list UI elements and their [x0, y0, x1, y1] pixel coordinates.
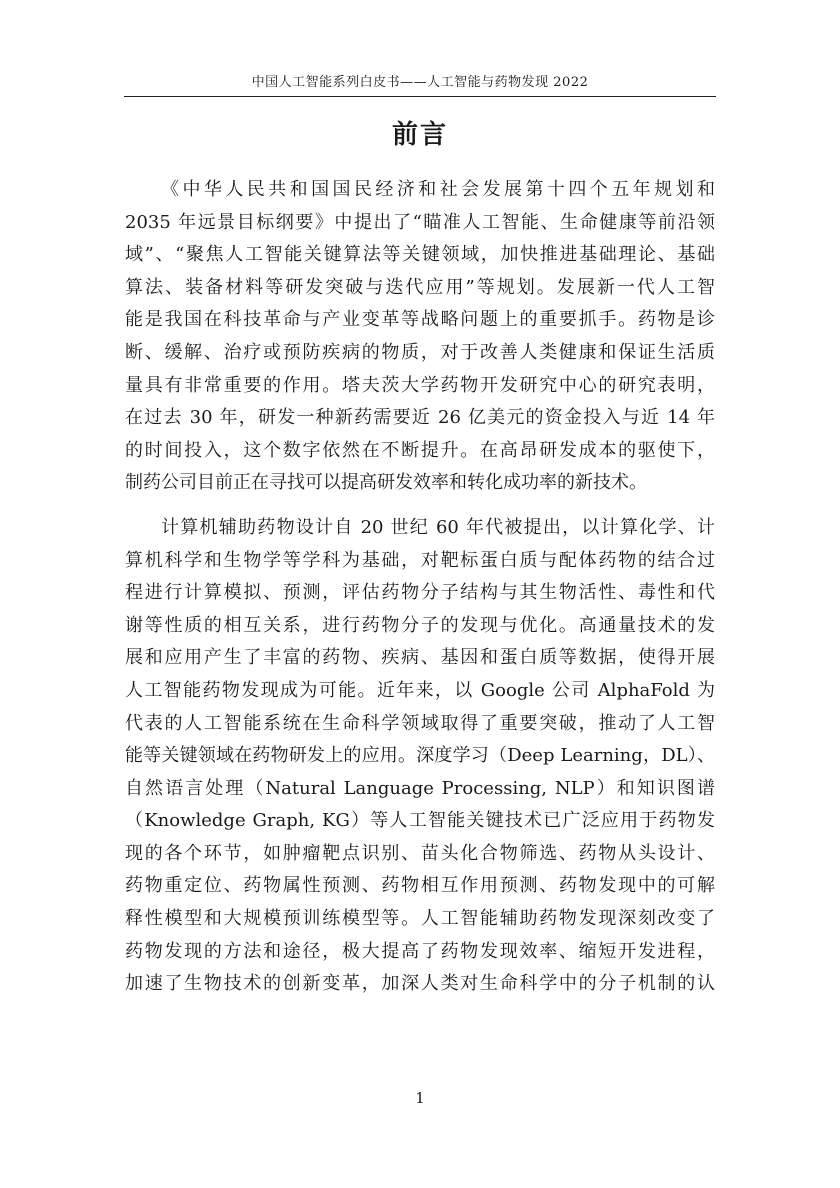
- paragraph-line: 代表的人工智能系统在生命科学领域取得了重要突破，推动了人工智: [125, 712, 715, 734]
- paragraph-line: 域”、“聚焦人工智能关键算法等关键领域，加快推进基础理论、基础: [125, 244, 715, 266]
- paragraph-line: 2035 年远景目标纲要》中提出了“瞄准人工智能、生命健康等前沿领: [125, 211, 715, 233]
- paragraph-line: 药物重定位、药物属性预测、药物相互作用预测、药物发现中的可解: [125, 875, 715, 897]
- paragraph-line: 人工智能药物发现成为可能。近年来，以 Google 公司 AlphaFold 为: [125, 679, 715, 701]
- paragraph-2: [125, 512, 715, 1001]
- paragraph-line: 加速了生物技术的创新变革，加深人类对生命科学中的分子机制的认: [125, 973, 715, 995]
- paragraph-line: 计算机辅助药物设计自 20 世纪 60 年代被提出，以计算化学、计: [161, 516, 715, 538]
- paragraph-line: 算法、装备材料等研发突破与迭代应用”等规划。发展新一代人工智: [125, 276, 715, 298]
- paragraph-line: 能是我国在科技革命与产业变革等战略问题上的重要抓手。药物是诊: [125, 309, 715, 331]
- paragraph-line: 《中华人民共和国国民经济和社会发展第十四个五年规划和: [161, 179, 715, 200]
- running-header: [124, 70, 716, 97]
- paragraph-line: 制药公司目前正在寻找可以提高研发效率和转化成功率的新技术。: [125, 472, 647, 494]
- body-text: [125, 174, 715, 1013]
- paragraph-line: 现的各个环节，如肿瘤靶点识别、苗头化合物筛选、药物从头设计、: [125, 842, 715, 864]
- running-header-title: 中国人工智能系列白皮书——人工智能与药物发现 2022: [251, 75, 589, 90]
- paragraph-line: 自然语言处理（Natural Language Processing, NLP）和知识图谱: [125, 777, 715, 799]
- paragraph-line: 谢等性质的相互关系，进行药物分子的发现与优化。高通量技术的发: [125, 614, 715, 636]
- paragraph-line: 释性模型和大规模预训练模型等。人工智能辅助药物发现深刻改变了: [125, 908, 715, 930]
- paragraph-line: 程进行计算模拟、预测，评估药物分子结构与其生物活性、毒性和代: [125, 582, 715, 604]
- paragraph-line: 药物发现的方法和途径，极大提高了药物发现效率、缩短开发进程，: [125, 940, 715, 962]
- paragraph-line: 展和应用产生了丰富的药物、疾病、基因和蛋白质等数据，使得开展: [125, 647, 715, 669]
- paragraph-line: 能等关键领域在药物研发上的应用。深度学习（Deep Learning，DL）、: [125, 745, 715, 767]
- paragraph-line: 断、缓解、治疗或预防疾病的物质，对于改善人类健康和保证生活质: [125, 341, 715, 363]
- paragraph-1: [125, 174, 715, 500]
- section-title: 前言: [391, 120, 448, 150]
- page-number: 1: [415, 1089, 425, 1107]
- paragraph-line: 算机科学和生物学等学科为基础，对靶标蛋白质与配体药物的结合过: [125, 549, 715, 571]
- paragraph-line: 的时间投入，这个数字依然在不断提升。在高昂研发成本的驱使下，: [125, 439, 715, 461]
- paragraph-line: 量具有非常重要的作用。塔夫茨大学药物开发研究中心的研究表明，: [125, 374, 715, 396]
- paragraph-line: （Knowledge Graph, KG）等人工智能关键技术已广泛应用于药物发: [125, 810, 715, 832]
- paragraph-line: 在过去 30 年，研发一种新药需要近 26 亿美元的资金投入与近 14 年: [125, 407, 715, 429]
